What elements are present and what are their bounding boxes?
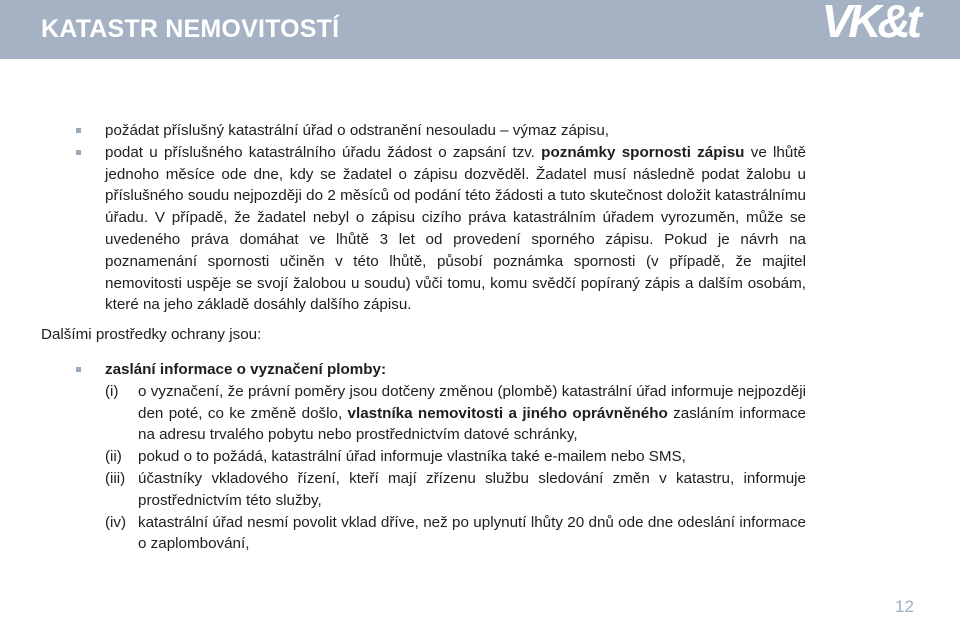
item-text: účastníky vkladového řízení, kteří mají zřízenu službu sledování změn v katastru, informuje prostřednictvím této služby, [138,469,806,509]
square-bullet-icon [76,367,81,372]
bullet-text: požádat příslušný katastrální úřad o odstranění nesouladu – výmaz zápisu, [105,122,610,139]
item-text: pokud o to požádá, katastrální úřad informuje vlastníka také e-mailem nebo SMS, [138,448,686,466]
page-number: 12 [895,597,914,616]
bullet-item [41,142,806,316]
numbered-item [41,381,806,446]
bullet-text-cont: ve lhůtě jednoho měsíce ode dne, kdy se žadatel o zápisu dozvěděl. Žadatel musí následně podat žalobu u příslušného soudu nejpozději do 2 měsíců od podání této žádosti a tuto skutečnost doložit katastrálnímu úřadu. V případě, že žadatel nebyl o zápisu cizího práva katastrálním úřadem vyrozuměn, může se uvedeného práva domáhat ve lhůtě 3 let od provedení sporného zápisu. Pokud je návrh na poznamenání spornosti učiněn v této lhůtě, působí poznámka spornosti (v případě, že majitel nemovitosti uspěje se svojí žalobou u soudu) vůči tomu, komu svědčí popíraný zápis a dalším osobám, které na jeho základě dosáhly dalšího zápisu. [105,143,806,314]
item-text-cont: zasláním informace na adresu trvalého pobytu nebo prostřednictvím datové schránky, [138,404,806,444]
bullet-heading: zaslání informace o vyznačení plomby: [105,360,387,378]
item-number: (i) [105,382,119,400]
numbered-item [41,512,806,556]
section-paragraph: Dalšími prostředky ochrany jsou: [41,326,262,344]
page-title: KATASTR NEMOVITOSTÍ [41,15,340,43]
numbered-item [41,446,806,468]
item-text: o vyznačení, že právní poměry jsou dotčeny změnou (plombě) katastrální úřad informuje nejpozději den poté, co ke změně došlo, [138,382,806,422]
bullet-text: podat u příslušného katastrálního úřadu žádost o zapsání tzv. [105,143,542,161]
square-bullet-icon [76,128,81,133]
bullet-item [41,120,806,142]
item-number: (iv) [105,513,127,531]
bullet-emphasis: poznámky spornosti zápisu [541,143,745,161]
item-number: (iii) [105,469,126,487]
slide-content [41,120,806,555]
bullet-item [41,359,806,381]
vkt-logo: VK&t [821,0,918,47]
header-bar [0,0,960,59]
numbered-item [41,468,806,512]
square-bullet-icon [76,150,81,155]
item-text: katastrální úřad nesmí povolit vklad dříve, než po uplynutí lhůty 20 dnů ode dne odeslání informace o zaplombování, [138,513,806,553]
item-number: (ii) [105,448,122,466]
item-emphasis: vlastníka nemovitosti a jiného oprávněného [347,404,668,422]
